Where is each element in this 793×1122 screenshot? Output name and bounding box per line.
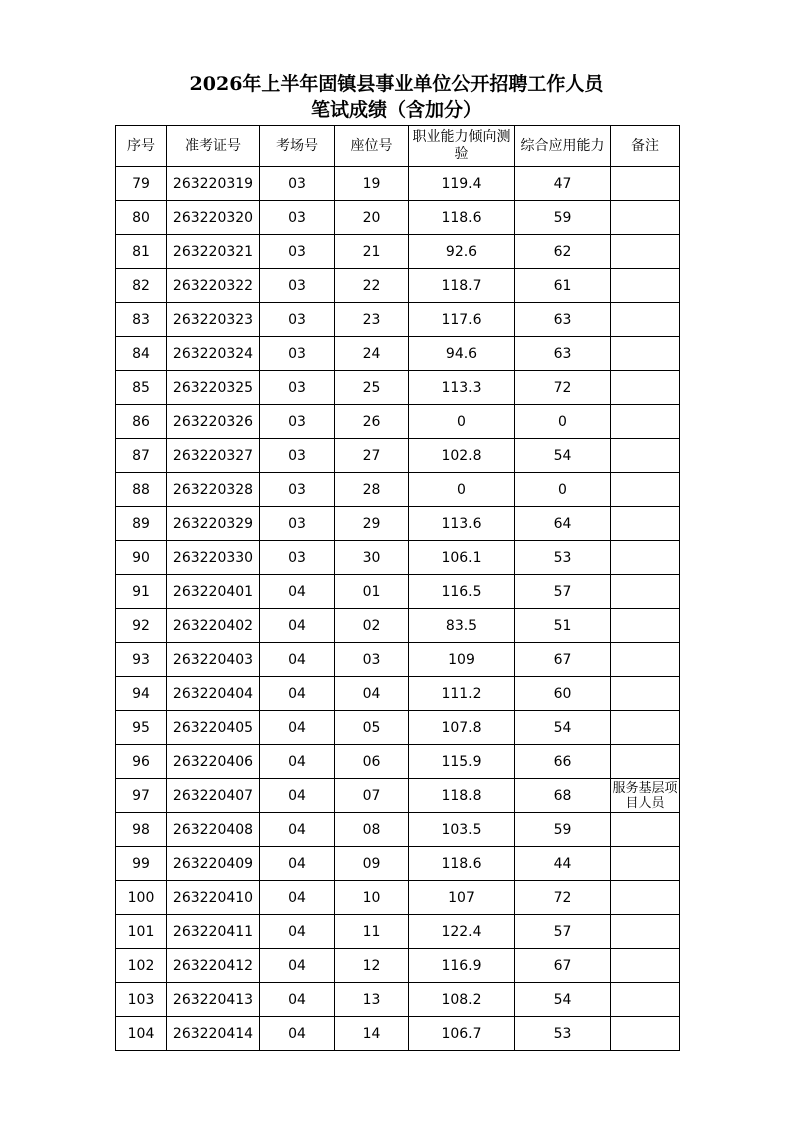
cell-aptitude: 103.5 [409,813,515,847]
cell-seat: 01 [335,575,409,609]
cell-note [611,371,680,405]
cell-room: 04 [260,779,335,813]
cell-room: 04 [260,643,335,677]
cell-room: 04 [260,1017,335,1051]
cell-room: 04 [260,983,335,1017]
cell-exam-id: 263220320 [167,201,260,235]
cell-seq: 89 [116,507,167,541]
cell-application: 64 [515,507,611,541]
cell-note [611,949,680,983]
cell-aptitude: 122.4 [409,915,515,949]
cell-note [611,439,680,473]
cell-exam-id: 263220326 [167,405,260,439]
cell-seat: 09 [335,847,409,881]
cell-room: 03 [260,303,335,337]
cell-application: 72 [515,371,611,405]
cell-room: 04 [260,575,335,609]
cell-note [611,473,680,507]
cell-aptitude: 0 [409,473,515,507]
table-row [116,983,680,1017]
cell-aptitude: 113.6 [409,507,515,541]
cell-seq: 84 [116,337,167,371]
cell-seq: 98 [116,813,167,847]
cell-exam-id: 263220405 [167,711,260,745]
cell-room: 04 [260,813,335,847]
cell-seq: 93 [116,643,167,677]
cell-exam-id: 263220403 [167,643,260,677]
cell-aptitude: 113.3 [409,371,515,405]
cell-note [611,201,680,235]
cell-application: 51 [515,609,611,643]
table-row [116,881,680,915]
table-row [116,643,680,677]
table-row [116,745,680,779]
cell-application: 59 [515,813,611,847]
cell-note [611,813,680,847]
cell-aptitude: 117.6 [409,303,515,337]
cell-seat: 20 [335,201,409,235]
cell-room: 04 [260,881,335,915]
cell-room: 04 [260,711,335,745]
cell-exam-id: 263220401 [167,575,260,609]
cell-note [611,1017,680,1051]
cell-exam-id: 263220414 [167,1017,260,1051]
table-row [116,371,680,405]
table-body [116,167,680,1051]
cell-room: 03 [260,201,335,235]
header-aptitude: 职业能力倾向测验 [409,126,515,167]
cell-exam-id: 263220412 [167,949,260,983]
table-row [116,337,680,371]
cell-aptitude: 94.6 [409,337,515,371]
table-row [116,303,680,337]
cell-seq: 85 [116,371,167,405]
cell-seq: 90 [116,541,167,575]
cell-application: 54 [515,711,611,745]
cell-room: 03 [260,269,335,303]
cell-application: 63 [515,337,611,371]
cell-application: 47 [515,167,611,201]
cell-application: 57 [515,915,611,949]
cell-seq: 100 [116,881,167,915]
cell-note [611,269,680,303]
table-row [116,609,680,643]
cell-exam-id: 263220322 [167,269,260,303]
cell-seat: 24 [335,337,409,371]
document-subtitle: 笔试成绩（含加分） [310,99,482,121]
table-row [116,813,680,847]
cell-room: 03 [260,541,335,575]
cell-aptitude: 107 [409,881,515,915]
document-title: 2026年上半年固镇县事业单位公开招聘工作人员 [189,73,604,95]
cell-application: 62 [515,235,611,269]
cell-seq: 101 [116,915,167,949]
cell-aptitude: 102.8 [409,439,515,473]
cell-note [611,915,680,949]
table-row [116,269,680,303]
score-table [115,125,680,1051]
cell-room: 04 [260,847,335,881]
cell-exam-id: 263220407 [167,779,260,813]
cell-aptitude: 92.6 [409,235,515,269]
cell-note [611,405,680,439]
cell-note [611,643,680,677]
table-row [116,949,680,983]
cell-application: 60 [515,677,611,711]
cell-aptitude: 83.5 [409,609,515,643]
cell-room: 04 [260,745,335,779]
cell-seat: 14 [335,1017,409,1051]
cell-seat: 30 [335,541,409,575]
cell-application: 61 [515,269,611,303]
cell-seat: 12 [335,949,409,983]
header-seat: 座位号 [335,126,409,167]
cell-seat: 03 [335,643,409,677]
table-row [116,711,680,745]
cell-application: 54 [515,439,611,473]
table-row [116,575,680,609]
cell-seat: 11 [335,915,409,949]
cell-exam-id: 263220323 [167,303,260,337]
cell-aptitude: 119.4 [409,167,515,201]
cell-exam-id: 263220324 [167,337,260,371]
cell-seq: 81 [116,235,167,269]
table-row [116,405,680,439]
cell-seat: 10 [335,881,409,915]
cell-seq: 99 [116,847,167,881]
cell-room: 03 [260,167,335,201]
table-row [116,473,680,507]
cell-seat: 19 [335,167,409,201]
header-note: 备注 [611,126,680,167]
cell-seat: 06 [335,745,409,779]
table-row [116,201,680,235]
cell-seat: 23 [335,303,409,337]
cell-note [611,847,680,881]
cell-aptitude: 106.1 [409,541,515,575]
cell-exam-id: 263220329 [167,507,260,541]
cell-application: 67 [515,643,611,677]
table-row [116,1017,680,1051]
cell-exam-id: 263220411 [167,915,260,949]
cell-note [611,337,680,371]
cell-note [611,575,680,609]
cell-seat: 27 [335,439,409,473]
cell-exam-id: 263220410 [167,881,260,915]
cell-room: 04 [260,609,335,643]
cell-application: 44 [515,847,611,881]
cell-aptitude: 116.9 [409,949,515,983]
cell-note [611,167,680,201]
cell-aptitude: 111.2 [409,677,515,711]
cell-aptitude: 107.8 [409,711,515,745]
cell-application: 66 [515,745,611,779]
cell-seat: 05 [335,711,409,745]
cell-application: 54 [515,983,611,1017]
cell-seq: 97 [116,779,167,813]
table-row [116,167,680,201]
cell-seq: 86 [116,405,167,439]
cell-aptitude: 118.6 [409,201,515,235]
cell-seat: 21 [335,235,409,269]
cell-aptitude: 106.7 [409,1017,515,1051]
cell-seq: 82 [116,269,167,303]
cell-seq: 95 [116,711,167,745]
cell-note: 服务基层项目人员 [612,780,678,811]
cell-note [611,507,680,541]
cell-seat: 22 [335,269,409,303]
cell-room: 03 [260,371,335,405]
cell-aptitude: 0 [409,405,515,439]
cell-seat: 08 [335,813,409,847]
cell-application: 59 [515,201,611,235]
cell-room: 03 [260,235,335,269]
cell-note [611,609,680,643]
cell-seat: 25 [335,371,409,405]
table-row [116,541,680,575]
header-exam-id: 准考证号 [167,126,260,167]
cell-seat: 13 [335,983,409,1017]
table-row [116,677,680,711]
cell-exam-id: 263220408 [167,813,260,847]
cell-room: 03 [260,337,335,371]
cell-room: 03 [260,473,335,507]
cell-application: 53 [515,541,611,575]
cell-seat: 26 [335,405,409,439]
cell-application: 53 [515,1017,611,1051]
table-row [116,847,680,881]
cell-exam-id: 263220319 [167,167,260,201]
cell-exam-id: 263220413 [167,983,260,1017]
cell-room: 03 [260,439,335,473]
cell-room: 04 [260,949,335,983]
cell-note [611,235,680,269]
cell-aptitude: 109 [409,643,515,677]
cell-room: 03 [260,405,335,439]
cell-note [611,881,680,915]
cell-application: 67 [515,949,611,983]
table-row [116,507,680,541]
cell-seq: 79 [116,167,167,201]
cell-seq: 104 [116,1017,167,1051]
cell-room: 04 [260,915,335,949]
cell-exam-id: 263220328 [167,473,260,507]
cell-aptitude: 118.7 [409,269,515,303]
cell-application: 72 [515,881,611,915]
cell-note [611,541,680,575]
cell-room: 04 [260,677,335,711]
cell-seq: 83 [116,303,167,337]
cell-seq: 96 [116,745,167,779]
header-room: 考场号 [260,126,335,167]
cell-application: 68 [515,779,611,813]
cell-note [611,983,680,1017]
cell-exam-id: 263220409 [167,847,260,881]
cell-note [611,677,680,711]
cell-exam-id: 263220404 [167,677,260,711]
cell-seq: 87 [116,439,167,473]
cell-aptitude: 116.5 [409,575,515,609]
cell-aptitude: 118.8 [409,779,515,813]
header-seq: 序号 [116,126,167,167]
cell-exam-id: 263220402 [167,609,260,643]
cell-seq: 92 [116,609,167,643]
cell-exam-id: 263220325 [167,371,260,405]
cell-seq: 103 [116,983,167,1017]
cell-seat: 02 [335,609,409,643]
cell-seq: 94 [116,677,167,711]
cell-aptitude: 118.6 [409,847,515,881]
cell-note [611,745,680,779]
cell-aptitude: 115.9 [409,745,515,779]
cell-note [611,303,680,337]
cell-seq: 102 [116,949,167,983]
cell-seat: 28 [335,473,409,507]
cell-exam-id: 263220406 [167,745,260,779]
header-application: 综合应用能力 [515,126,611,167]
table-row [116,235,680,269]
cell-application: 57 [515,575,611,609]
cell-application: 0 [515,473,611,507]
cell-room: 03 [260,507,335,541]
cell-seq: 80 [116,201,167,235]
cell-seat: 29 [335,507,409,541]
header-row [116,126,680,167]
cell-application: 63 [515,303,611,337]
cell-seat: 04 [335,677,409,711]
cell-seat: 07 [335,779,409,813]
table-row [116,915,680,949]
cell-seq: 88 [116,473,167,507]
table-row [116,779,680,813]
cell-exam-id: 263220321 [167,235,260,269]
cell-exam-id: 263220330 [167,541,260,575]
cell-note [611,711,680,745]
cell-seq: 91 [116,575,167,609]
table-row [116,439,680,473]
cell-aptitude: 108.2 [409,983,515,1017]
cell-application: 0 [515,405,611,439]
cell-exam-id: 263220327 [167,439,260,473]
